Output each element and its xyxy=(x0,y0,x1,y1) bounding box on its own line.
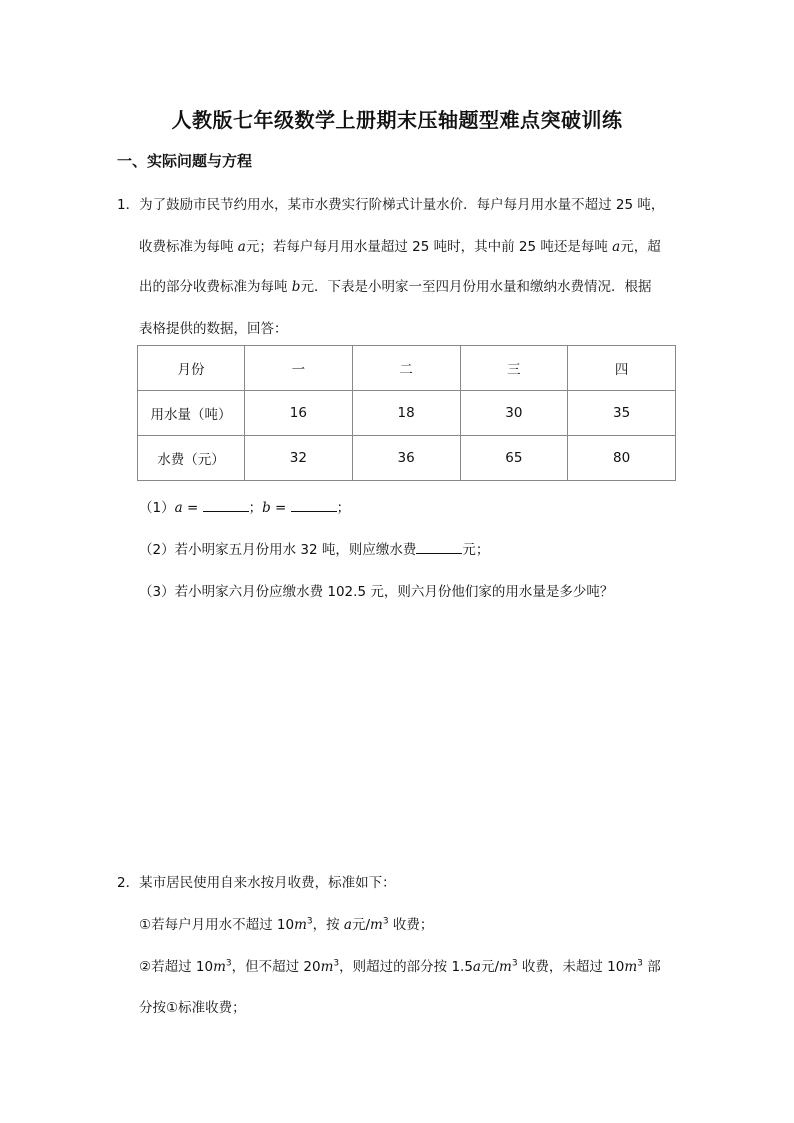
answer-blank[interactable] xyxy=(291,499,337,512)
answer-blank[interactable] xyxy=(416,541,462,554)
q1-sub-1: （1）a = ；b = ； xyxy=(139,500,351,516)
q2-line-1: 2．某市居民使用自来水按月收费，标准如下： xyxy=(117,875,396,891)
answer-blank[interactable] xyxy=(203,499,249,512)
table-cell: 18 xyxy=(352,391,460,436)
table-cell: 36 xyxy=(352,436,460,481)
q1-line-3: 出的部分收费标准为每吨 b元．下表是小明家一至四月份用水量和缴纳水费情况．根据 xyxy=(139,279,652,295)
table-row xyxy=(138,436,676,481)
document-title: 人教版七年级数学上册期末压轴题型难点突破训练 xyxy=(171,108,623,132)
var-a: a xyxy=(237,239,246,255)
table-cell: 32 xyxy=(245,436,353,481)
table-row xyxy=(138,391,676,436)
q2-line-3: ②若超过 $10m^3$，但不超过 $20m^3$，则超过的部分按 1.5a元$/m^3$ 收费，未超过 $10m^3$ 部 xyxy=(139,958,661,975)
table-cell: 二 xyxy=(352,346,460,391)
q1-line-2: 收费标准为每吨 a元；若每户每月用水量超过 25 吨时，其中前 25 吨还是每吨 a元，超 xyxy=(139,239,661,255)
table-cell: 80 xyxy=(568,436,676,481)
table-cell: 65 xyxy=(460,436,568,481)
table-cell: 35 xyxy=(568,391,676,436)
q2-line-4: 分按①标准收费； xyxy=(139,1000,246,1016)
table-cell: 30 xyxy=(460,391,568,436)
q1-line-1: 1．为了鼓励市民节约用水，某市水费实行阶梯式计量水价．每户每月用水量不超过 25 吨， xyxy=(117,197,665,213)
q1-sub-2: （2）若小明家五月份用水 32 吨，则应缴水费 元； xyxy=(139,542,490,558)
table-row xyxy=(138,346,676,391)
table-cell: 16 xyxy=(245,391,353,436)
section-heading: 一、实际问题与方程 xyxy=(117,152,253,170)
table-cell: 用水量（吨） xyxy=(138,391,245,436)
table-cell: 一 xyxy=(245,346,353,391)
var-b: b xyxy=(291,279,301,295)
q1-sub-3: （3）若小明家六月份应缴水费 102.5 元，则六月份他们家的用水量是多少吨？ xyxy=(139,584,614,600)
var-a: a xyxy=(612,239,621,255)
water-usage-table xyxy=(137,345,676,481)
table-cell: 月份 xyxy=(138,346,245,391)
q1-line-4: 表格提供的数据，回答： xyxy=(139,321,288,337)
table-cell: 三 xyxy=(460,346,568,391)
table-cell: 四 xyxy=(568,346,676,391)
table-cell: 水费（元） xyxy=(138,436,245,481)
q2-line-2: ①若每户月用水不超过 $10m^3$，按 a元$/m^3$ 收费； xyxy=(139,916,434,933)
